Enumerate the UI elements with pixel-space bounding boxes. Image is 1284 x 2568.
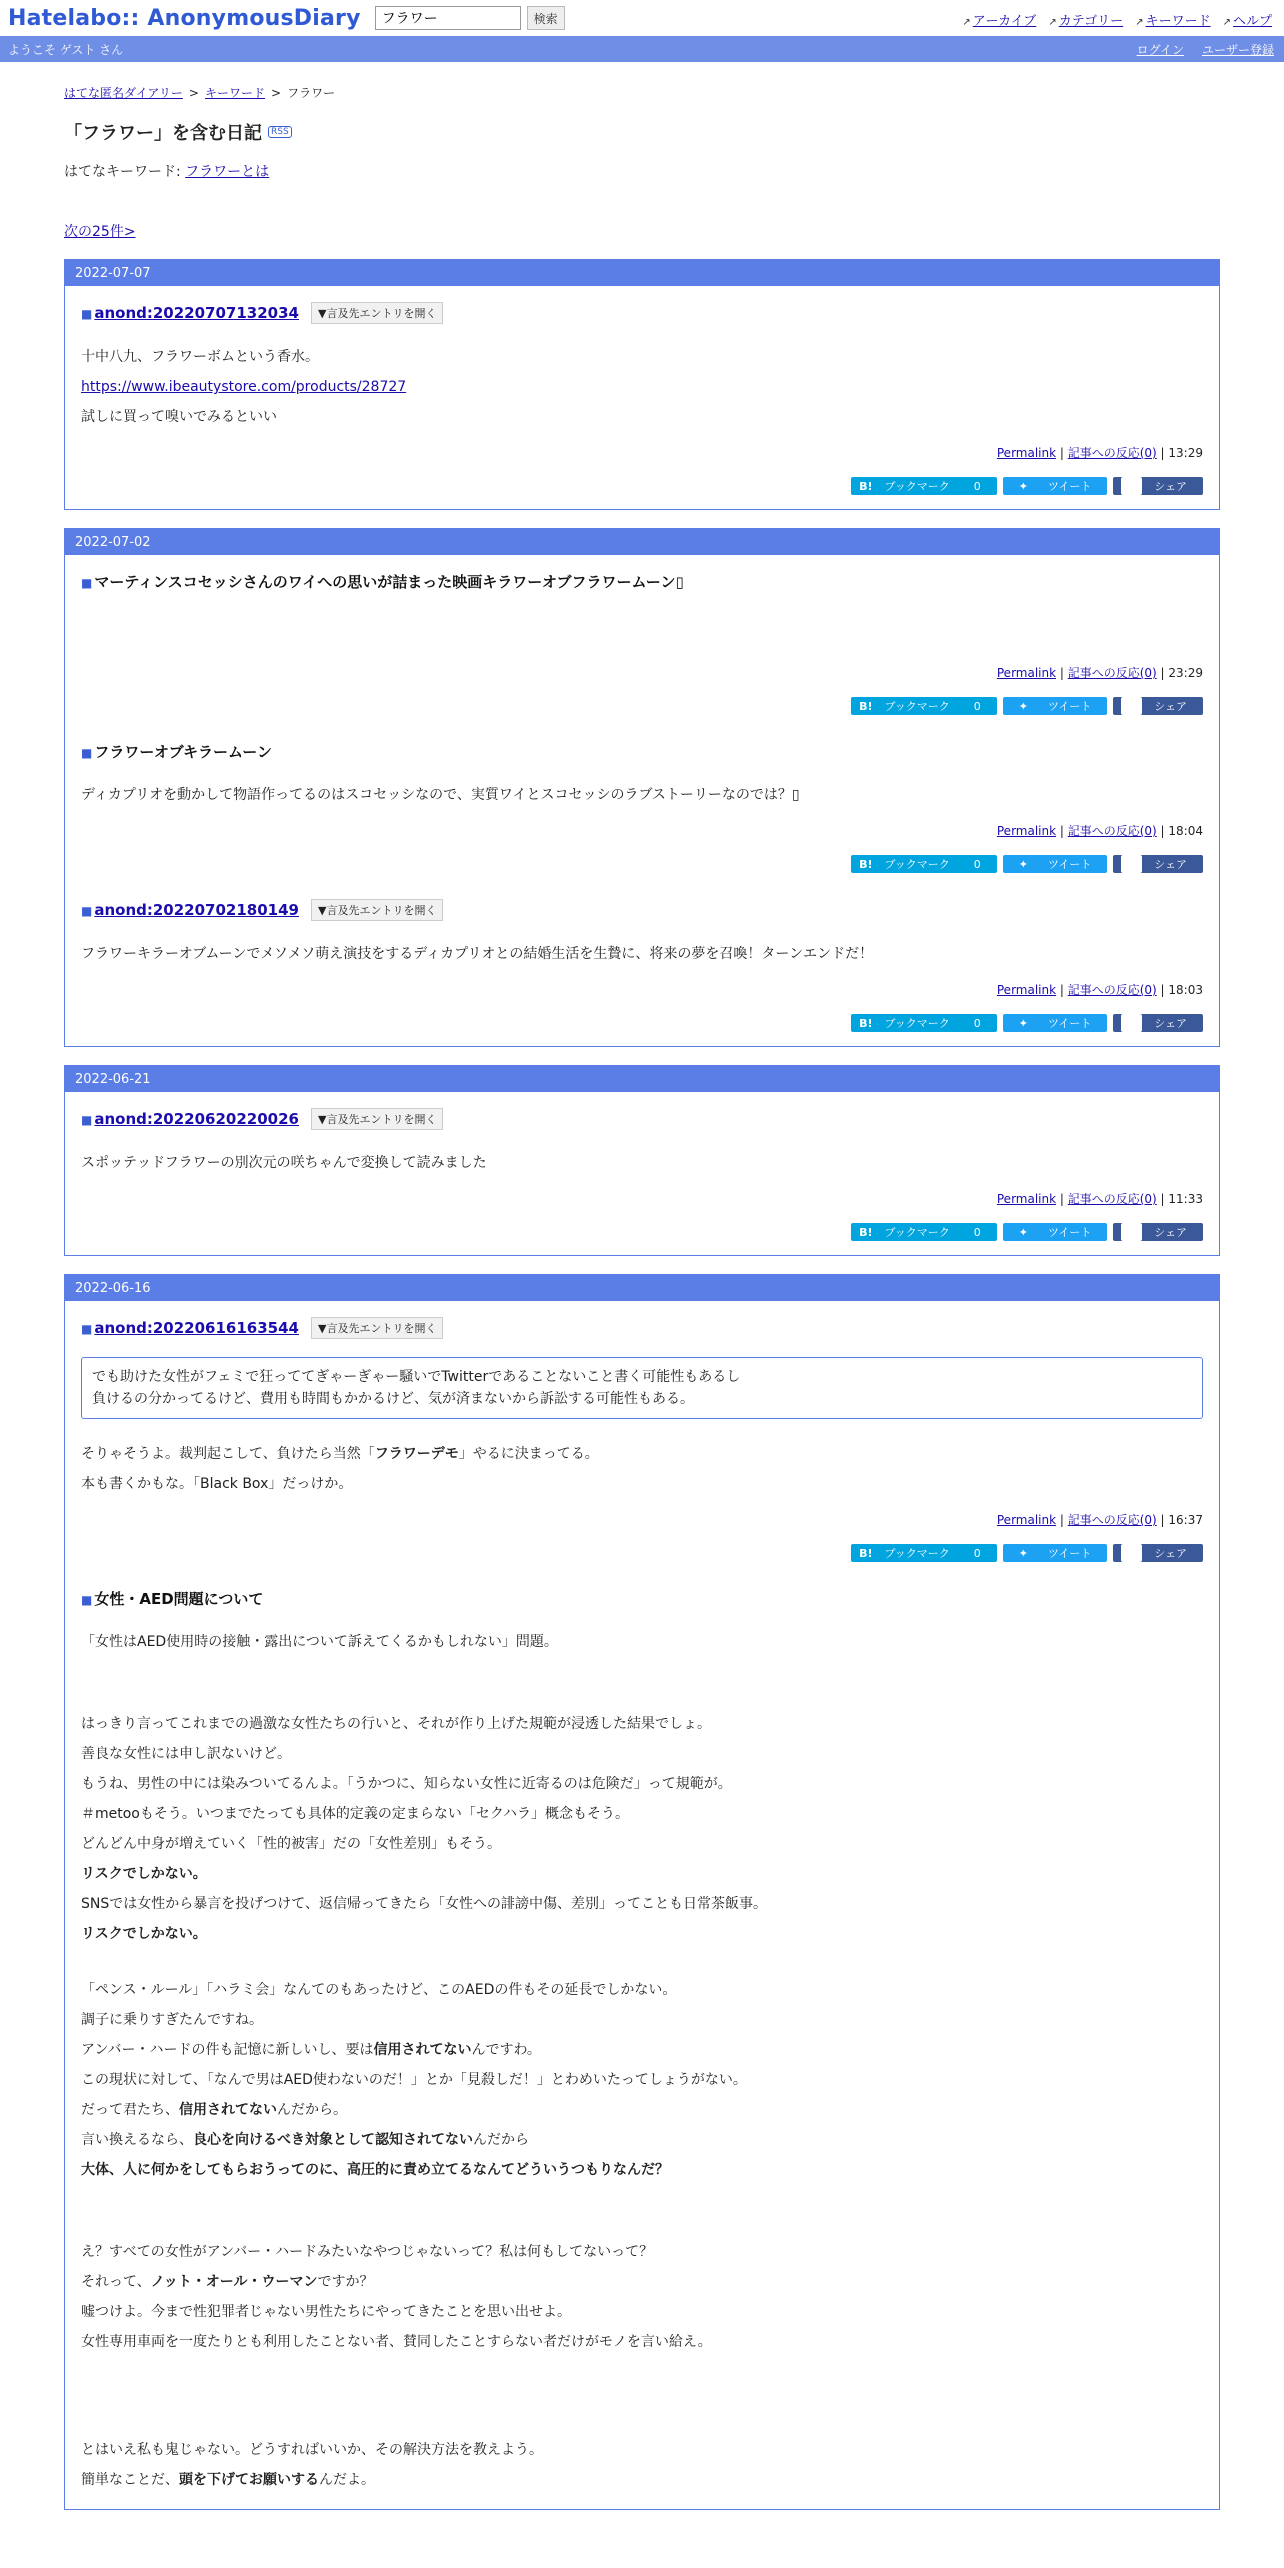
share-buttons (81, 477, 1203, 495)
hatena-b-icon: B! (859, 1225, 873, 1239)
share-label: シェア (1154, 1226, 1187, 1239)
entry-text: そりゃそうよ。裁判起こして、負けたら当然「フラワーデモ」やるに決まってる。 (81, 1446, 599, 1462)
tweet-button[interactable] (1003, 855, 1108, 873)
day-date[interactable]: 2022-06-16 (65, 1275, 1219, 1301)
entry-time: 18:03 (1168, 983, 1203, 997)
bookmark-count: 0 (973, 699, 981, 713)
next-page (64, 221, 1220, 241)
entry (81, 741, 1203, 873)
entry-time: 11:33 (1168, 1192, 1203, 1206)
tweet-label: ツイート (1047, 858, 1092, 871)
entry-text: はっきり言ってこれまでの過激な女性たちの行いと、それが作り上げた規範が浸透した結果でしょ。 (81, 1716, 711, 1732)
facebook-f-icon: f (1121, 1223, 1142, 1241)
share-buttons (81, 697, 1203, 715)
entry-text: 「女性はAED使用時の接触・露出について訴えてくるかもしれない」問題。 (81, 1634, 558, 1650)
entry-text: 調子に乗りすぎたんですね。 (81, 2012, 263, 2028)
bookmark-count: 0 (973, 1225, 981, 1239)
entry-text: 大体、人に何かをしてもらおうってのに、高圧的に責め立てるなんてどういうつもりなんだ？ (81, 2162, 669, 2178)
entry-text: リスクでしかない。 (81, 1866, 207, 1882)
bookmark-label: ブックマーク (884, 1017, 950, 1030)
permalink[interactable]: Permalink (996, 824, 1057, 838)
entry-text: ＃metooもそう。いつまでたっても具体的定義の定まらない「セクハラ」概念もそう。 (81, 1806, 630, 1822)
entry-text: この現状に対して、「なんで男はAED使わないのだ！」とか「見殺しだ！」とわめいたってしょうがない。 (81, 2072, 747, 2088)
square-icon: ■ (81, 1593, 93, 1607)
breadcrumb-home[interactable]: はてな匿名ダイアリー (64, 86, 183, 100)
bookmark-count: 0 (973, 1016, 981, 1030)
twitter-bird-icon: ✦ (1018, 479, 1028, 493)
permalink[interactable]: Permalink (996, 1513, 1057, 1527)
share-buttons (81, 1544, 1203, 1562)
hatena-b-icon: B! (859, 699, 873, 713)
tweet-label: ツイート (1047, 480, 1092, 493)
share-buttons (81, 1014, 1203, 1032)
welcome-bar (0, 36, 1284, 62)
entry (81, 302, 1203, 495)
facebook-f-icon: f (1121, 1544, 1142, 1562)
tweet-button[interactable] (1003, 697, 1108, 715)
share-label: シェア (1154, 480, 1187, 493)
twitter-bird-icon: ✦ (1018, 1225, 1028, 1239)
square-icon: ■ (81, 576, 93, 590)
entry-text: リスクでしかない。 (81, 1926, 207, 1942)
facebook-share-button[interactable] (1113, 477, 1203, 495)
permalink[interactable]: Permalink (996, 983, 1057, 997)
hatena-b-icon: B! (859, 479, 873, 493)
bookmark-label: ブックマーク (884, 1547, 950, 1560)
entry-header (81, 571, 1203, 592)
hatena-bookmark-button[interactable] (851, 1544, 997, 1562)
entry-header (81, 1588, 1203, 1609)
reaction-link[interactable]: 記事への反応(0) (1067, 1192, 1157, 1206)
tweet-label: ツイート (1047, 1547, 1092, 1560)
entry-time: 23:29 (1168, 666, 1203, 680)
entry-text: え？すべての女性がアンバー・ハードみたいなやつじゃないって？私は何もしてないって？ (81, 2244, 654, 2260)
open-ref-button[interactable]: ▼言及先エントリを開く (311, 899, 443, 921)
quote-line: でも助けた女性がフェミで狂っててぎゃーぎゃー騒いでTwitterであることないこと書く可能性もあるし (92, 1369, 741, 1385)
permalink[interactable]: Permalink (996, 446, 1057, 460)
day-section (64, 259, 1220, 510)
top-links (962, 10, 1272, 29)
entry-meta: Permalink | 記事への反応(0) | 18:03 (996, 983, 1203, 997)
hatena-b-icon: B! (859, 1546, 873, 1560)
tweet-label: ツイート (1047, 700, 1092, 713)
breadcrumb: はてな匿名ダイアリー > キーワード > フラワー (64, 86, 336, 100)
square-icon: ■ (81, 307, 93, 321)
entry-body (81, 1148, 1203, 1178)
open-ref-button[interactable]: ▼言及先エントリを開く (311, 1108, 443, 1130)
entry-text: SNSでは女性から暴言を投げつけて、返信帰ってきたら「女性への誹謗中傷、差別」ってことも日常茶飯事。 (81, 1896, 767, 1912)
entry-text: どんどん中身が増えていく「性的被害」だの「女性差別」もそう。 (81, 1836, 501, 1852)
entry-title: フラワーオブキラームーン (94, 743, 272, 761)
entry-title: 女性・AED問題について (94, 1590, 264, 1608)
entry-text: 善良な女性には申し訳ないけど。 (81, 1746, 291, 1762)
entry-header (81, 1108, 1203, 1130)
facebook-f-icon: f (1121, 855, 1142, 873)
entry (81, 1588, 1203, 2495)
category-link[interactable]: ↗ カテゴリー (1048, 10, 1123, 29)
keyword-link[interactable]: ↗ キーワード (1135, 10, 1210, 29)
tweet-button[interactable] (1003, 1544, 1108, 1562)
entry-text: 簡単なことだ、頭を下げてお願いするんだよ。 (81, 2472, 375, 2488)
day-section (64, 1274, 1220, 2510)
facebook-f-icon: f (1121, 1014, 1142, 1032)
entry-header (81, 741, 1203, 762)
bookmark-count: 0 (973, 857, 981, 871)
reaction-link[interactable]: 記事への反応(0) (1067, 824, 1157, 838)
hatena-bookmark-button[interactable] (851, 855, 997, 873)
entry (81, 571, 1203, 715)
entry-url-link[interactable]: https://www.ibeautystore.com/products/28727 (81, 379, 407, 395)
twitter-bird-icon: ✦ (1018, 1016, 1028, 1030)
rss-icon[interactable]: RSS (268, 126, 292, 138)
entry-text: とはいえ私も鬼じゃない。どうすればいいか、その解決方法を教えよう。 (81, 2442, 543, 2458)
welcome-text: ようこそ ゲスト さん (8, 42, 124, 57)
day-section (64, 528, 1220, 1047)
bookmark-count: 0 (973, 479, 981, 493)
entry-text: 試しに買って嗅いでみるといい (81, 409, 277, 425)
hatena-bookmark-button[interactable] (851, 1014, 997, 1032)
tweet-label: ツイート (1047, 1017, 1092, 1030)
quote-line: 負けるの分かってるけど、費用も時間もかかるけど、気が済まないから訴訟する可能性もある。 (92, 1391, 694, 1407)
facebook-share-button[interactable] (1113, 1544, 1203, 1562)
open-ref-button[interactable]: ▼言及先エントリを開く (311, 1317, 443, 1339)
entry-text: ディカプリオを動かして物語作ってるのはスコセッシなので、実質ワイとスコセッシのラブストーリーなのでは？▯ (81, 787, 800, 803)
bookmark-label: ブックマーク (884, 700, 950, 713)
open-ref-button[interactable]: ▼言及先エントリを開く (311, 302, 443, 324)
entry-id-link[interactable]: anond:20220707132034 (94, 304, 299, 322)
day-date[interactable]: 2022-07-07 (65, 260, 1219, 286)
breadcrumb-current: フラワー (287, 86, 336, 100)
entry-title: マーティンスコセッシさんのワイへの思いが詰まった映画キラワーオブフラワームーン▯ (94, 573, 684, 591)
help-link[interactable]: ↗ ヘルプ (1223, 10, 1272, 29)
tweet-button[interactable] (1003, 1223, 1108, 1241)
square-icon: ■ (81, 904, 93, 918)
tweet-button[interactable] (1003, 477, 1108, 495)
tweet-button[interactable] (1003, 1014, 1108, 1032)
entry-text: フラワーキラーオブムーンでメソメソ萌え演技をするディカプリオとの結婚生活を生贄に、将来の夢を召喚！ターンエンドだ！ (81, 946, 874, 962)
reaction-link[interactable]: 記事への反応(0) (1067, 446, 1157, 460)
twitter-bird-icon: ✦ (1018, 857, 1028, 871)
permalink[interactable]: Permalink (996, 666, 1057, 680)
twitter-bird-icon: ✦ (1018, 1546, 1028, 1560)
entry-text: 本も書くかもな。「Black Box」だっけか。 (81, 1476, 353, 1492)
entry-time: 18:04 (1168, 824, 1203, 838)
entry-text: もうね、男性の中には染みついてるんよ。「うかつに、知らない女性に近寄るのは危険だ」って規範が。 (81, 1776, 732, 1792)
entry-id-link[interactable]: anond:20220702180149 (94, 901, 299, 919)
day-date[interactable]: 2022-06-21 (65, 1066, 1219, 1092)
entry-text: それって、ノット・オール・ウーマンですか？ (81, 2274, 374, 2290)
entry-text: 嘘つけよ。今まで性犯罪者じゃない男性たちにやってきたことを思い出せよ。 (81, 2304, 571, 2320)
entry-body (81, 780, 1203, 810)
entry-time: 13:29 (1168, 446, 1203, 460)
entry-text: 十中八九、フラワーボムという香水。 (81, 349, 319, 365)
search-input[interactable] (375, 6, 521, 30)
bookmark-count: 0 (973, 1546, 981, 1560)
hatena-bookmark-button[interactable] (851, 477, 997, 495)
hatena-bookmark-button[interactable] (851, 1223, 997, 1241)
archive-link[interactable]: ↗ アーカイブ (962, 10, 1036, 29)
entry-meta: Permalink | 記事への反応(0) | 16:37 (996, 1513, 1203, 1527)
share-label: シェア (1154, 700, 1187, 713)
share-label: シェア (1154, 858, 1187, 871)
reaction-link[interactable]: 記事への反応(0) (1067, 983, 1157, 997)
search-button[interactable]: 検索 (527, 6, 565, 30)
entry (81, 1317, 1203, 1562)
entry-meta: Permalink | 記事への反応(0) | 11:33 (996, 1192, 1203, 1206)
entry-text: 女性専用車両を一度たりとも利用したことない者、賛同したことすらない者だけがモノを言い給え。 (81, 2334, 712, 2350)
facebook-f-icon: f (1121, 477, 1142, 495)
day-section (64, 1065, 1220, 1256)
facebook-share-button[interactable] (1113, 1223, 1203, 1241)
reaction-link[interactable]: 記事への反応(0) (1067, 1513, 1157, 1527)
entry-body (81, 1627, 1203, 2495)
tweet-label: ツイート (1047, 1226, 1092, 1239)
breadcrumb-keyword[interactable]: キーワード (204, 86, 265, 100)
site-logo[interactable]: Hatelabo:: AnonymousDiary (8, 5, 361, 31)
hatena-b-icon: B! (859, 857, 873, 871)
keyword-prefix: はてなキーワード: (64, 164, 186, 180)
entry-header (81, 899, 1203, 921)
facebook-share-button[interactable] (1113, 1014, 1203, 1032)
search-form (375, 6, 565, 30)
bookmark-label: ブックマーク (884, 1226, 950, 1239)
entry-text: だって君たち、信用されてないんだから。 (81, 2102, 347, 2118)
share-label: シェア (1154, 1547, 1187, 1560)
top-bar (0, 0, 1284, 36)
entry-text: 言い換えるなら、良心を向けるべき対象として認知されてないんだから (81, 2132, 529, 2148)
entry-id-link[interactable]: anond:20220620220026 (94, 1110, 299, 1128)
entry (81, 899, 1203, 1032)
permalink[interactable]: Permalink (996, 1192, 1057, 1206)
bookmark-label: ブックマーク (884, 480, 950, 493)
register-link[interactable]: ユーザー登録 (1201, 42, 1274, 57)
share-buttons (81, 1223, 1203, 1241)
twitter-bird-icon: ✦ (1018, 699, 1028, 713)
entry-text: アンバー・ハードの件も記憶に新しいし、要は信用されてないんですわ。 (81, 2042, 541, 2058)
entry-meta: Permalink | 記事への反応(0) | 13:29 (996, 446, 1203, 460)
login-link[interactable]: ログイン (1136, 42, 1184, 57)
entry-header (81, 302, 1203, 324)
share-buttons (81, 855, 1203, 873)
main-content (0, 84, 1284, 2510)
entry-body (81, 1357, 1203, 1499)
share-label: シェア (1154, 1017, 1187, 1030)
keyword-line (64, 161, 1220, 181)
hatena-b-icon: B! (859, 1016, 873, 1030)
day-date[interactable]: 2022-07-02 (65, 529, 1219, 555)
entry (81, 1108, 1203, 1241)
reaction-link[interactable]: 記事への反応(0) (1067, 666, 1157, 680)
square-icon: ■ (81, 746, 93, 760)
bookmark-label: ブックマーク (884, 858, 950, 871)
next-page-link[interactable]: 次の25件> (64, 224, 136, 240)
entry-header (81, 1317, 1203, 1339)
entry-body (81, 342, 1203, 432)
entry-text: 「ペンス・ルール」「ハラミ会」なんてのもあったけど、このAEDの件もその延長でしかない。 (81, 1982, 677, 1998)
entry-meta: Permalink | 記事への反応(0) | 18:04 (996, 824, 1203, 838)
facebook-share-button[interactable] (1113, 697, 1203, 715)
page-title-text: 「フラワー」を含む日記 (64, 123, 262, 144)
entry-body (81, 939, 1203, 969)
entry-meta: Permalink | 記事への反応(0) | 23:29 (996, 666, 1203, 680)
page-title (64, 119, 1220, 145)
blockquote (81, 1357, 1203, 1419)
entry-text: スポッテッドフラワーの別次元の咲ちゃんで変換して読みました (81, 1155, 487, 1171)
entry-id-link[interactable]: anond:20220616163544 (94, 1319, 299, 1337)
entry-time: 16:37 (1168, 1513, 1203, 1527)
facebook-share-button[interactable] (1113, 855, 1203, 873)
square-icon: ■ (81, 1113, 93, 1127)
hatena-bookmark-button[interactable] (851, 697, 997, 715)
square-icon: ■ (81, 1322, 93, 1336)
keyword-about-link[interactable]: フラワーとは (185, 164, 270, 180)
facebook-f-icon: f (1121, 697, 1142, 715)
